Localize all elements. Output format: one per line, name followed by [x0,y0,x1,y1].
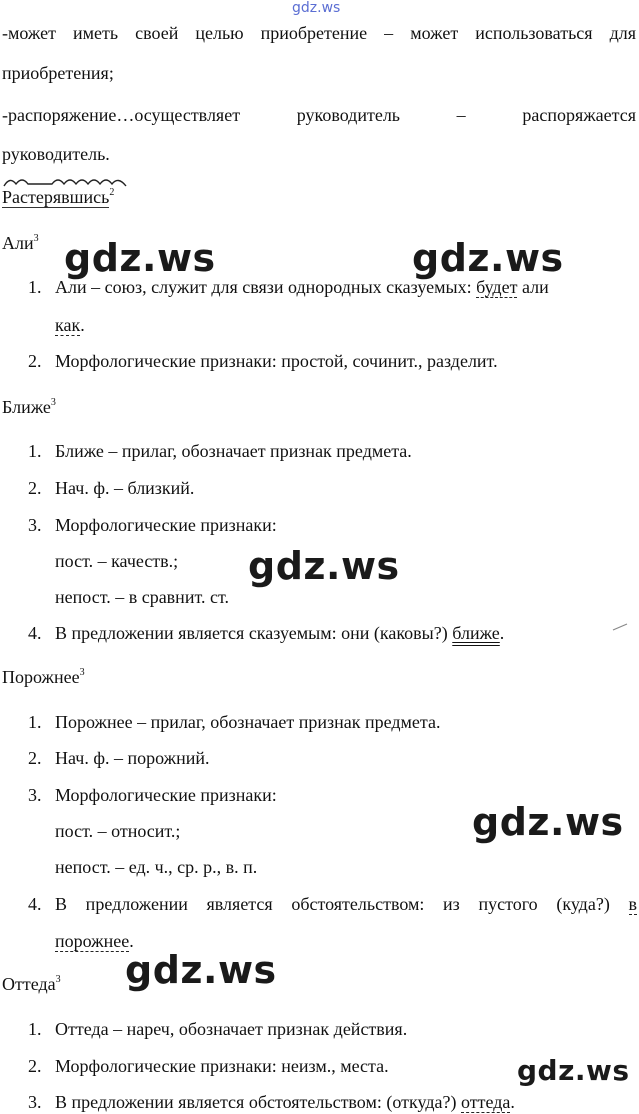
porozhnee-item2-num: 2. [28,748,42,768]
blizhe-item3-var: непост. – в сравнит. ст. [55,587,229,607]
otteda-item3-num: 3. [28,1092,42,1112]
watermark-2: gdz.ws [412,236,564,280]
ali-item2: Морфологические признаки: простой, сочинит., разделит. [55,351,498,371]
word-rasteryavshis [2,186,114,208]
intro-line-4: руководитель. [2,144,110,164]
ali-item2-num: 2. [28,351,42,371]
otteda-item3-period: . [510,1092,515,1112]
heading-blizhe-sup: 3 [50,397,56,408]
otteda-item2: Морфологические признаки: неизм., места. [55,1056,389,1076]
porozhnee-item4-num: 4. [28,894,42,914]
porozhnee-item4-text: В предложении является обстоятельством: из пустого (куда?) [55,894,629,914]
ali-item1-period: . [80,315,85,335]
porozhnee-item4-period: . [129,931,134,951]
heading-porozhnee-text: Порожнее [2,667,80,687]
porozhnee-item4-underlined-1: в [628,894,637,914]
porozhnee-item4-cont [55,930,134,952]
blizhe-item2: Нач. ф. – близкий. [55,478,195,498]
blizhe-item3-num: 3. [28,515,42,535]
porozhnee-item3-const: пост. – относит.; [55,821,181,841]
otteda-item2-num: 2. [28,1056,42,1076]
word-rasteryavshis-text: Растерявшись [2,187,110,207]
watermark-1: gdz.ws [64,236,216,280]
blizhe-item1-num: 1. [28,441,42,461]
watermark-5: gdz.ws [125,948,277,992]
watermark-4: gdz.ws [472,800,624,844]
heading-otteda-text: Оттеда [2,974,56,994]
otteda-item3 [55,1091,515,1113]
porozhnee-item3-var: непост. – ед. ч., ср. р., в. п. [55,857,258,877]
ali-item1-num: 1. [28,277,42,297]
intro-line-1: -может иметь своей целью приобретение – может использоваться для [2,23,636,43]
watermark-top: gdz.ws [292,0,341,16]
porozhnee-item3: Морфологические признаки: [55,785,277,805]
ali-item1-text-end: али [517,277,549,297]
blizhe-item4-period: . [499,623,505,643]
porozhnee-item1: Порожнее – прилаг, обозначает признак предмета. [55,712,441,732]
heading-ali-sup: 3 [33,233,39,244]
blizhe-item3: Морфологические признаки: [55,515,277,535]
blizhe-item1: Ближе – прилаг, обозначает признак предмета. [55,441,412,461]
heading-ali [2,232,39,254]
pen-stroke-mark [612,622,628,632]
ali-item1-cont [55,314,85,336]
porozhnee-item1-num: 1. [28,712,42,732]
otteda-item3-underlined: оттеда [460,1092,511,1112]
ali-item1-underlined-2: как [55,315,81,335]
otteda-item1-num: 1. [28,1019,42,1039]
porozhnee-item2: Нач. ф. – порожний. [55,748,210,768]
ali-item1-text: Али – союз, служит для связи однородных сказуемых: [55,277,477,297]
watermark-6: gdz.ws [517,1054,630,1087]
otteda-item1: Оттеда – нареч, обозначает признак действия. [55,1019,408,1039]
blizhe-item4 [55,622,504,644]
porozhnee-item4 [55,893,637,915]
heading-otteda [2,973,61,995]
intro-line-3: -распоряжение…осуществляет руководитель – распоряжается [2,105,636,125]
blizhe-item3-const: пост. – качеств.; [55,551,179,571]
porozhnee-item3-num: 3. [28,785,42,805]
blizhe-item4-underlined: ближе [452,623,500,643]
blizhe-item2-num: 2. [28,478,42,498]
heading-otteda-sup: 3 [55,974,61,985]
watermark-3: gdz.ws [248,544,400,588]
heading-ali-text: Али [2,233,34,253]
word-rasteryavshis-sup: 2 [109,187,115,198]
blizhe-item4-num: 4. [28,623,42,643]
porozhnee-item4-underlined-2: порожнее [55,931,130,951]
heading-porozhnee-sup: 3 [79,667,85,678]
intro-line-2: приобретения; [2,63,114,83]
otteda-item3-text: В предложении является обстоятельством: (откуда?) [55,1092,461,1112]
heading-porozhnee [2,666,85,688]
heading-blizhe-text: Ближе [2,397,51,417]
heading-blizhe [2,396,56,418]
wavy-morpheme-mark [2,174,132,188]
ali-item1-underlined-1: будет [476,277,518,297]
blizhe-item4-text: В предложении является сказуемым: они (каковы?) [55,623,453,643]
